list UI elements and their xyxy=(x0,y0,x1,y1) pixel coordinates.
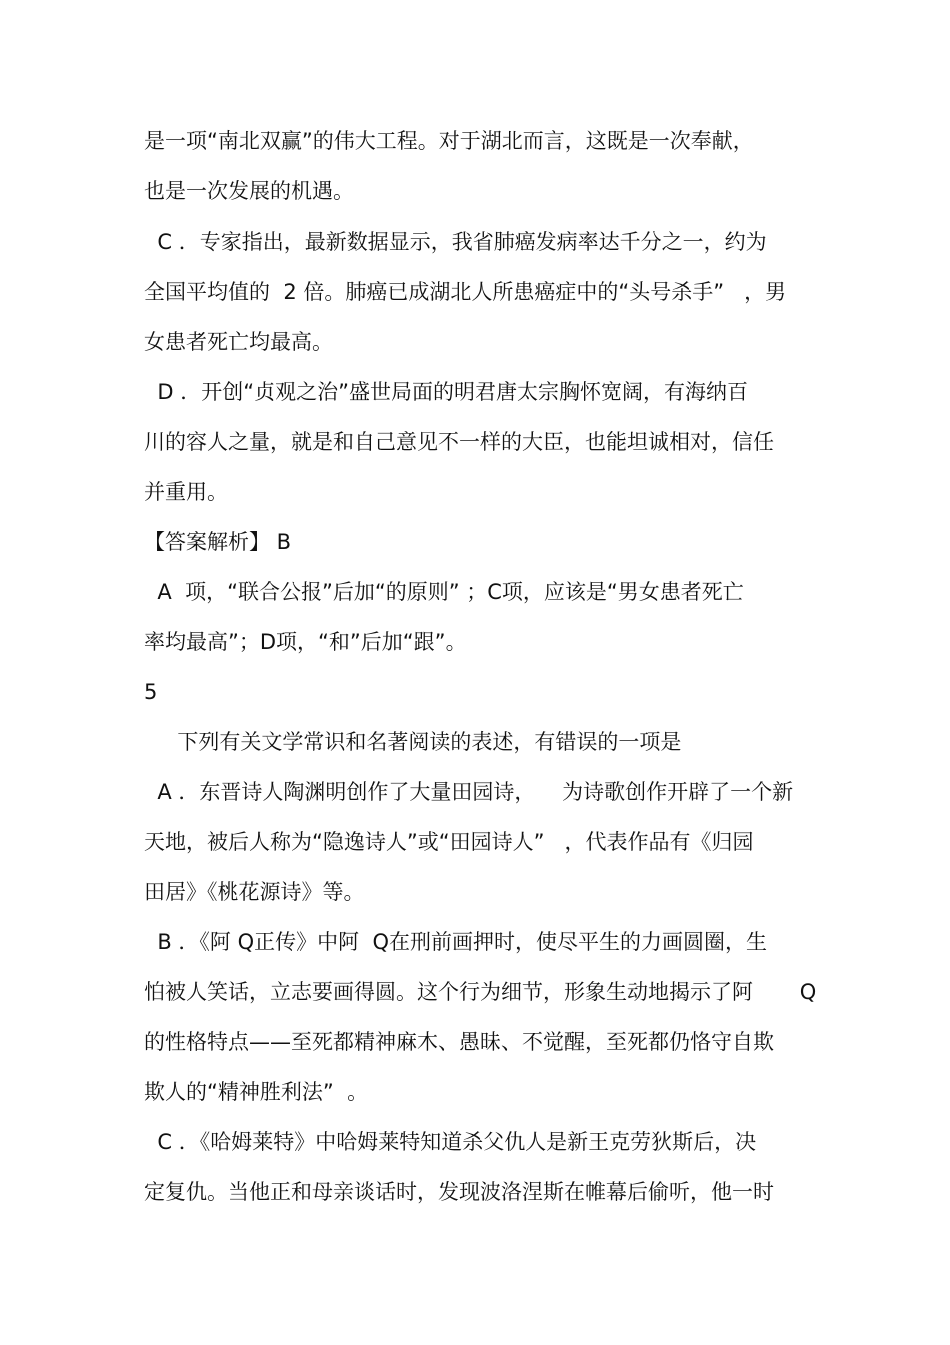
text-line: 定复仇。当他正和母亲谈话时，发现波洛涅斯在帷幕后偷听，他一时 xyxy=(144,1180,774,1204)
answer-heading: 【答案解析】 B xyxy=(144,530,292,554)
option-c-line: C ．《哈姆莱特》中哈姆莱特知道杀父仇人是新王克劳狄斯后，决 xyxy=(144,1130,757,1154)
text-line: 的性格特点——至死都精神麻木、愚昧、不觉醒，至死都仍恪守自欺 xyxy=(144,1030,774,1054)
question-stem: 下列有关文学常识和名著阅读的表述，有错误的一项是 xyxy=(144,730,682,754)
text-line: 并重用。 xyxy=(144,480,228,504)
text-line: 欺人的“精神胜利法” 。 xyxy=(144,1080,369,1104)
option-d-line: D ．开创“贞观之治”盛世局面的明君唐太宗胸怀宽阔，有海纳百 xyxy=(144,380,748,404)
text-line: 全国平均值的 2 倍。肺癌已成湖北人所患癌症中的“头号杀手” ，男 xyxy=(144,280,787,304)
answer-explanation-line: 率均最高”；D项，“和”后加“跟”。 xyxy=(144,630,467,654)
text-line: 女患者死亡均最高。 xyxy=(144,330,333,354)
option-a-line: A ．东晋诗人陶渊明创作了大量田园诗， 为诗歌创作开辟了一个新 xyxy=(144,780,794,804)
option-c-line: C ．专家指出，最新数据显示，我省肺癌发病率达千分之一，约为 xyxy=(144,230,767,254)
text-line: 怕被人笑话，立志要画得圆。这个行为细节，形象生动地揭示了阿 Q xyxy=(144,980,817,1004)
option-b-line: B ．《阿 Q正传》中阿 Q在刑前画押时，使尽平生的力画圆圈，生 xyxy=(144,930,768,954)
text-line: 天地，被后人称为“隐逸诗人”或“田园诗人” ，代表作品有《归园 xyxy=(144,830,754,854)
question-number: 5 xyxy=(144,680,158,704)
text-line: 也是一次发展的机遇。 xyxy=(144,179,354,203)
answer-explanation-line: A 项，“联合公报”后加“的原则” ；C项，应该是“男女患者死亡 xyxy=(144,580,744,604)
text-line: 田居》《桃花源诗》等。 xyxy=(144,880,365,904)
text-line: 是一项“南北双赢”的伟大工程。对于湖北而言，这既是一次奉献， xyxy=(144,129,754,153)
text-line: 川的容人之量，就是和自己意见不一样的大臣，也能坦诚相对，信任 xyxy=(144,430,774,454)
